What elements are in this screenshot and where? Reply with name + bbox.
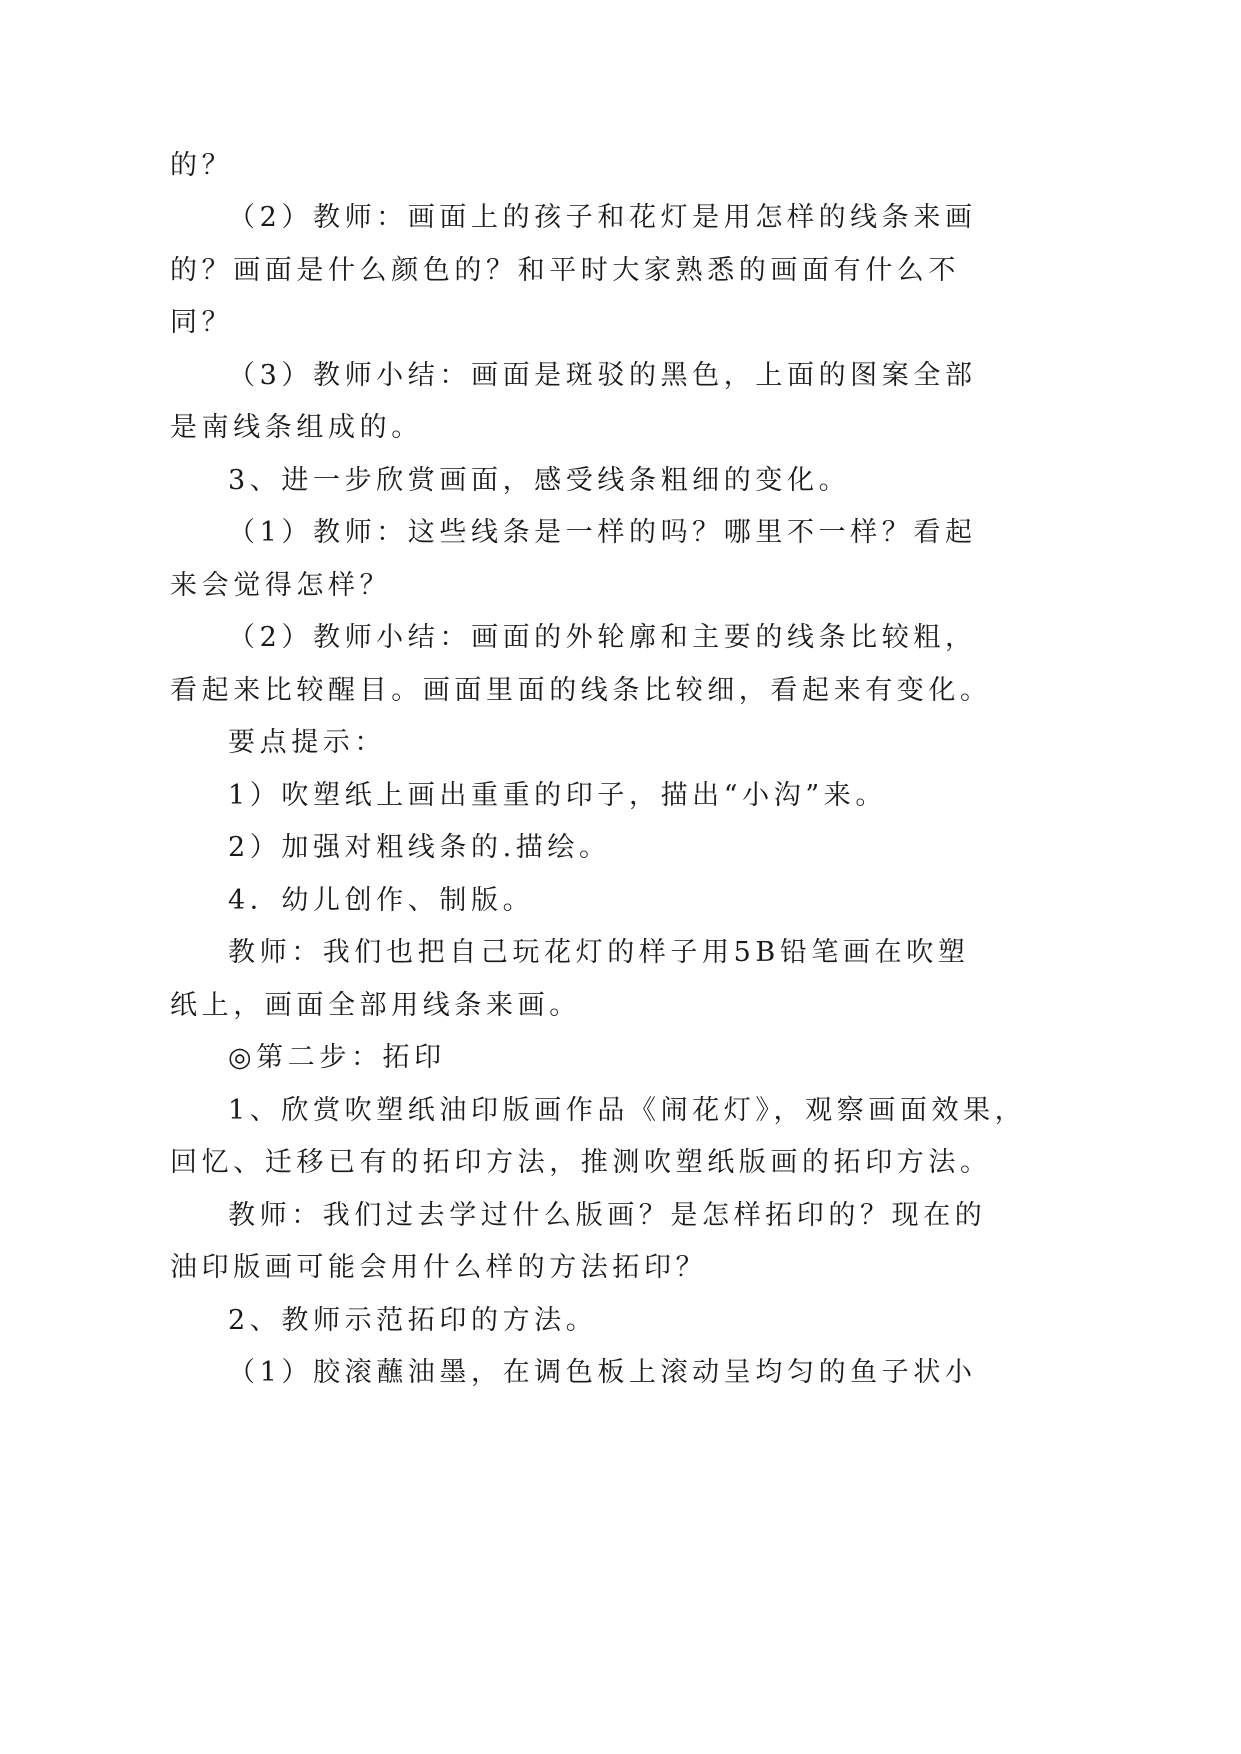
text-line: 同？ bbox=[170, 307, 234, 338]
text-line: 的？ bbox=[170, 150, 234, 181]
text-line: 纸上，画面全部用线条来画。 bbox=[170, 990, 581, 1021]
text-line: 教师：我们也把自己玩花灯的样子用5B铅笔画在吹塑 bbox=[228, 937, 970, 968]
text-line: 回忆、迁移已有的拓印方法，推测吹塑纸版画的拓印方法。 bbox=[170, 1147, 992, 1178]
text-line: （3）教师小结：画面是斑驳的黑色，上面的图案全部 bbox=[228, 360, 977, 391]
section-heading: ◎第二步：拓印 bbox=[228, 1042, 446, 1073]
text-line: （1）胶滚蘸油墨，在调色板上滚动呈均匀的鱼子状小 bbox=[228, 1357, 977, 1388]
text-line: 2、教师示范拓印的方法。 bbox=[228, 1305, 598, 1336]
text-line: 1）吹塑纸上画出重重的印子，描出“小沟”来。 bbox=[228, 780, 887, 811]
text-line: 4．幼儿创作、制版。 bbox=[228, 885, 535, 916]
text-line: 1、欣赏吹塑纸油印版画作品《闹花灯》，观察画面效果， bbox=[228, 1095, 1027, 1126]
text-line: 2）加强对粗线条的.描绘。 bbox=[228, 832, 611, 863]
text-line: 油印版画可能会用什么样的方法拓印？ bbox=[170, 1252, 708, 1283]
text-line: 来会觉得怎样？ bbox=[170, 570, 392, 601]
text-line: 要点提示： bbox=[228, 727, 386, 758]
text-line: 教师：我们过去学过什么版画？是怎样拓印的？现在的 bbox=[228, 1200, 987, 1231]
text-line: 是南线条组成的。 bbox=[170, 412, 423, 443]
text-line: （2）教师：画面上的孩子和花灯是用怎样的线条来画 bbox=[228, 202, 977, 233]
text-line: 的？画面是什么颜色的？和平时大家熟悉的画面有什么不 bbox=[170, 255, 960, 286]
text-line: 看起来比较醒目。画面里面的线条比较细，看起来有变化。 bbox=[170, 675, 992, 706]
text-line: 3、进一步欣赏画面，感受线条粗细的变化。 bbox=[228, 465, 851, 496]
text-line: （1）教师：这些线条是一样的吗？哪里不一样？看起 bbox=[228, 517, 977, 548]
text-line: （2）教师小结：画面的外轮廓和主要的线条比较粗， bbox=[228, 622, 977, 653]
